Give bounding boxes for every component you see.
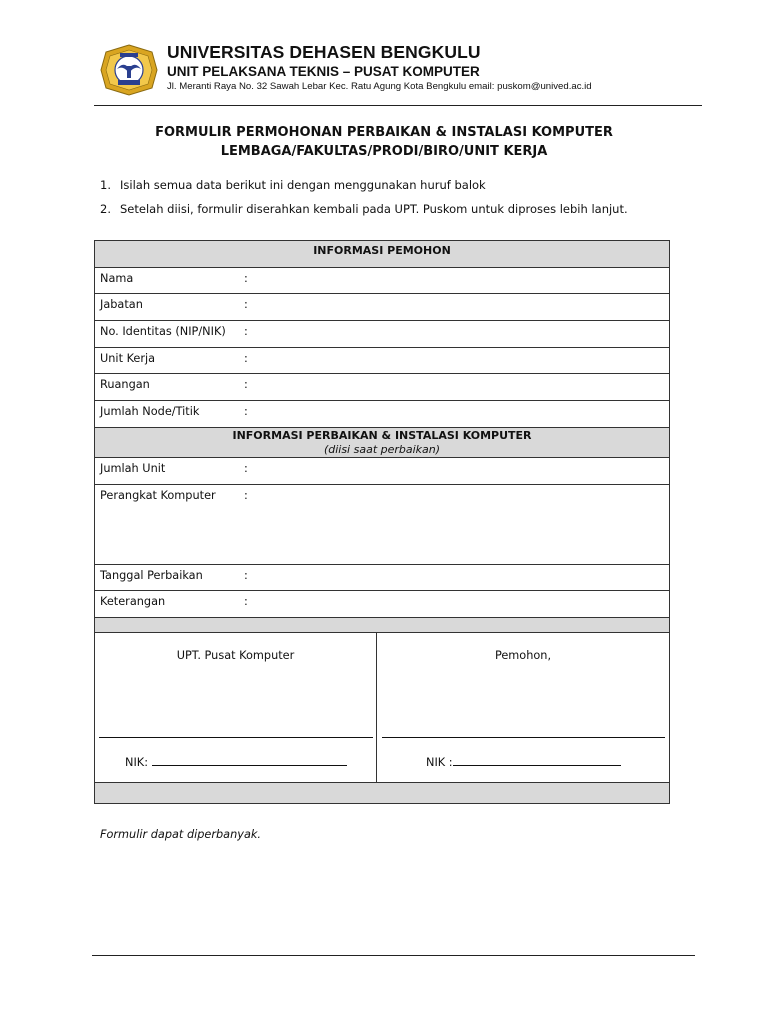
field-row-unit-kerja[interactable] <box>95 348 669 374</box>
form-title-line2: LEMBAGA/FAKULTAS/PRODI/BIRO/UNIT KERJA <box>220 144 548 159</box>
section-title: INFORMASI PERBAIKAN & INSTALASI KOMPUTER <box>232 429 532 442</box>
field-colon: : <box>244 272 248 285</box>
nik-blank[interactable] <box>152 754 347 766</box>
unit-name: UNIT PELAKSANA TEKNIS – PUSAT KOMPUTER <box>167 64 480 79</box>
form-title-line1: FORMULIR PERMOHONAN PERBAIKAN & INSTALASI KOMPUTER <box>155 125 613 140</box>
field-label: Ruangan <box>100 378 150 391</box>
nik-field-upt[interactable] <box>125 754 347 769</box>
field-colon: : <box>244 352 248 365</box>
field-colon: : <box>244 325 248 338</box>
field-row-jumlah-node[interactable] <box>95 401 669 428</box>
signature-title-applicant: Pemohon, <box>494 649 552 662</box>
field-colon: : <box>244 462 248 475</box>
section-header-applicant <box>95 241 669 268</box>
field-row-ruangan[interactable] <box>95 374 669 401</box>
footnote: Formulir dapat diperbanyak. <box>100 828 262 841</box>
field-label: Nama <box>100 272 134 285</box>
nik-field-applicant[interactable] <box>426 754 621 769</box>
field-row-perangkat[interactable] <box>95 485 669 565</box>
field-colon: : <box>244 298 248 311</box>
address-line: Jl. Meranti Raya No. 32 Sawah Lebar Kec. Ratu Agung Kota Bengkulu email: puskom@unived.ac.id <box>167 81 592 92</box>
signature-line-applicant[interactable] <box>382 737 665 738</box>
instruction-number: 2. <box>100 202 111 216</box>
field-row-identitas[interactable] <box>95 321 669 348</box>
field-label: Jumlah Node/Titik <box>100 405 200 418</box>
instruction-text: Setelah diisi, formulir diserahkan kembali pada UPT. Puskom untuk diproses lebih lanjut. <box>120 202 628 216</box>
field-colon: : <box>244 569 248 582</box>
field-label: Keterangan <box>100 595 166 608</box>
field-row-nama[interactable] <box>95 268 669 294</box>
university-name: UNIVERSITAS DEHASEN BENGKULU <box>167 42 481 62</box>
instruction-text: Isilah semua data berikut ini dengan menggunakan huruf balok <box>120 178 486 192</box>
request-form <box>94 240 670 804</box>
nik-blank[interactable] <box>453 754 621 766</box>
nik-label: NIK : <box>426 756 453 769</box>
field-row-jumlah-unit[interactable] <box>95 458 669 485</box>
field-colon: : <box>244 378 248 391</box>
field-row-jabatan[interactable] <box>95 294 669 321</box>
separator-bar <box>95 618 669 633</box>
signature-line-upt[interactable] <box>99 737 373 738</box>
section-title: INFORMASI PEMOHON <box>313 244 451 257</box>
nik-label: NIK: <box>125 756 152 769</box>
signature-title-upt: UPT. Pusat Komputer <box>176 649 295 662</box>
section-header-repair <box>95 428 669 458</box>
section-subtitle: (diisi saat perbaikan) <box>323 443 441 456</box>
instruction-item <box>100 202 628 226</box>
field-colon: : <box>244 405 248 418</box>
footer-divider <box>92 955 695 956</box>
field-row-tanggal[interactable] <box>95 565 669 591</box>
signature-area <box>95 633 669 783</box>
field-row-keterangan[interactable] <box>95 591 669 618</box>
field-label: Tanggal Perbaikan <box>100 569 203 582</box>
university-logo <box>100 44 158 96</box>
field-label: Unit Kerja <box>100 352 156 365</box>
instruction-number: 1. <box>100 178 111 192</box>
instruction-list <box>100 178 628 226</box>
header-divider <box>94 105 702 106</box>
field-colon: : <box>244 489 248 502</box>
field-label: No. Identitas (NIP/NIK) <box>100 325 226 338</box>
instruction-item <box>100 178 628 202</box>
field-colon: : <box>244 595 248 608</box>
field-label: Jumlah Unit <box>100 462 166 475</box>
field-label: Jabatan <box>100 298 143 311</box>
bottom-bar <box>95 783 669 803</box>
field-label: Perangkat Komputer <box>100 489 216 502</box>
